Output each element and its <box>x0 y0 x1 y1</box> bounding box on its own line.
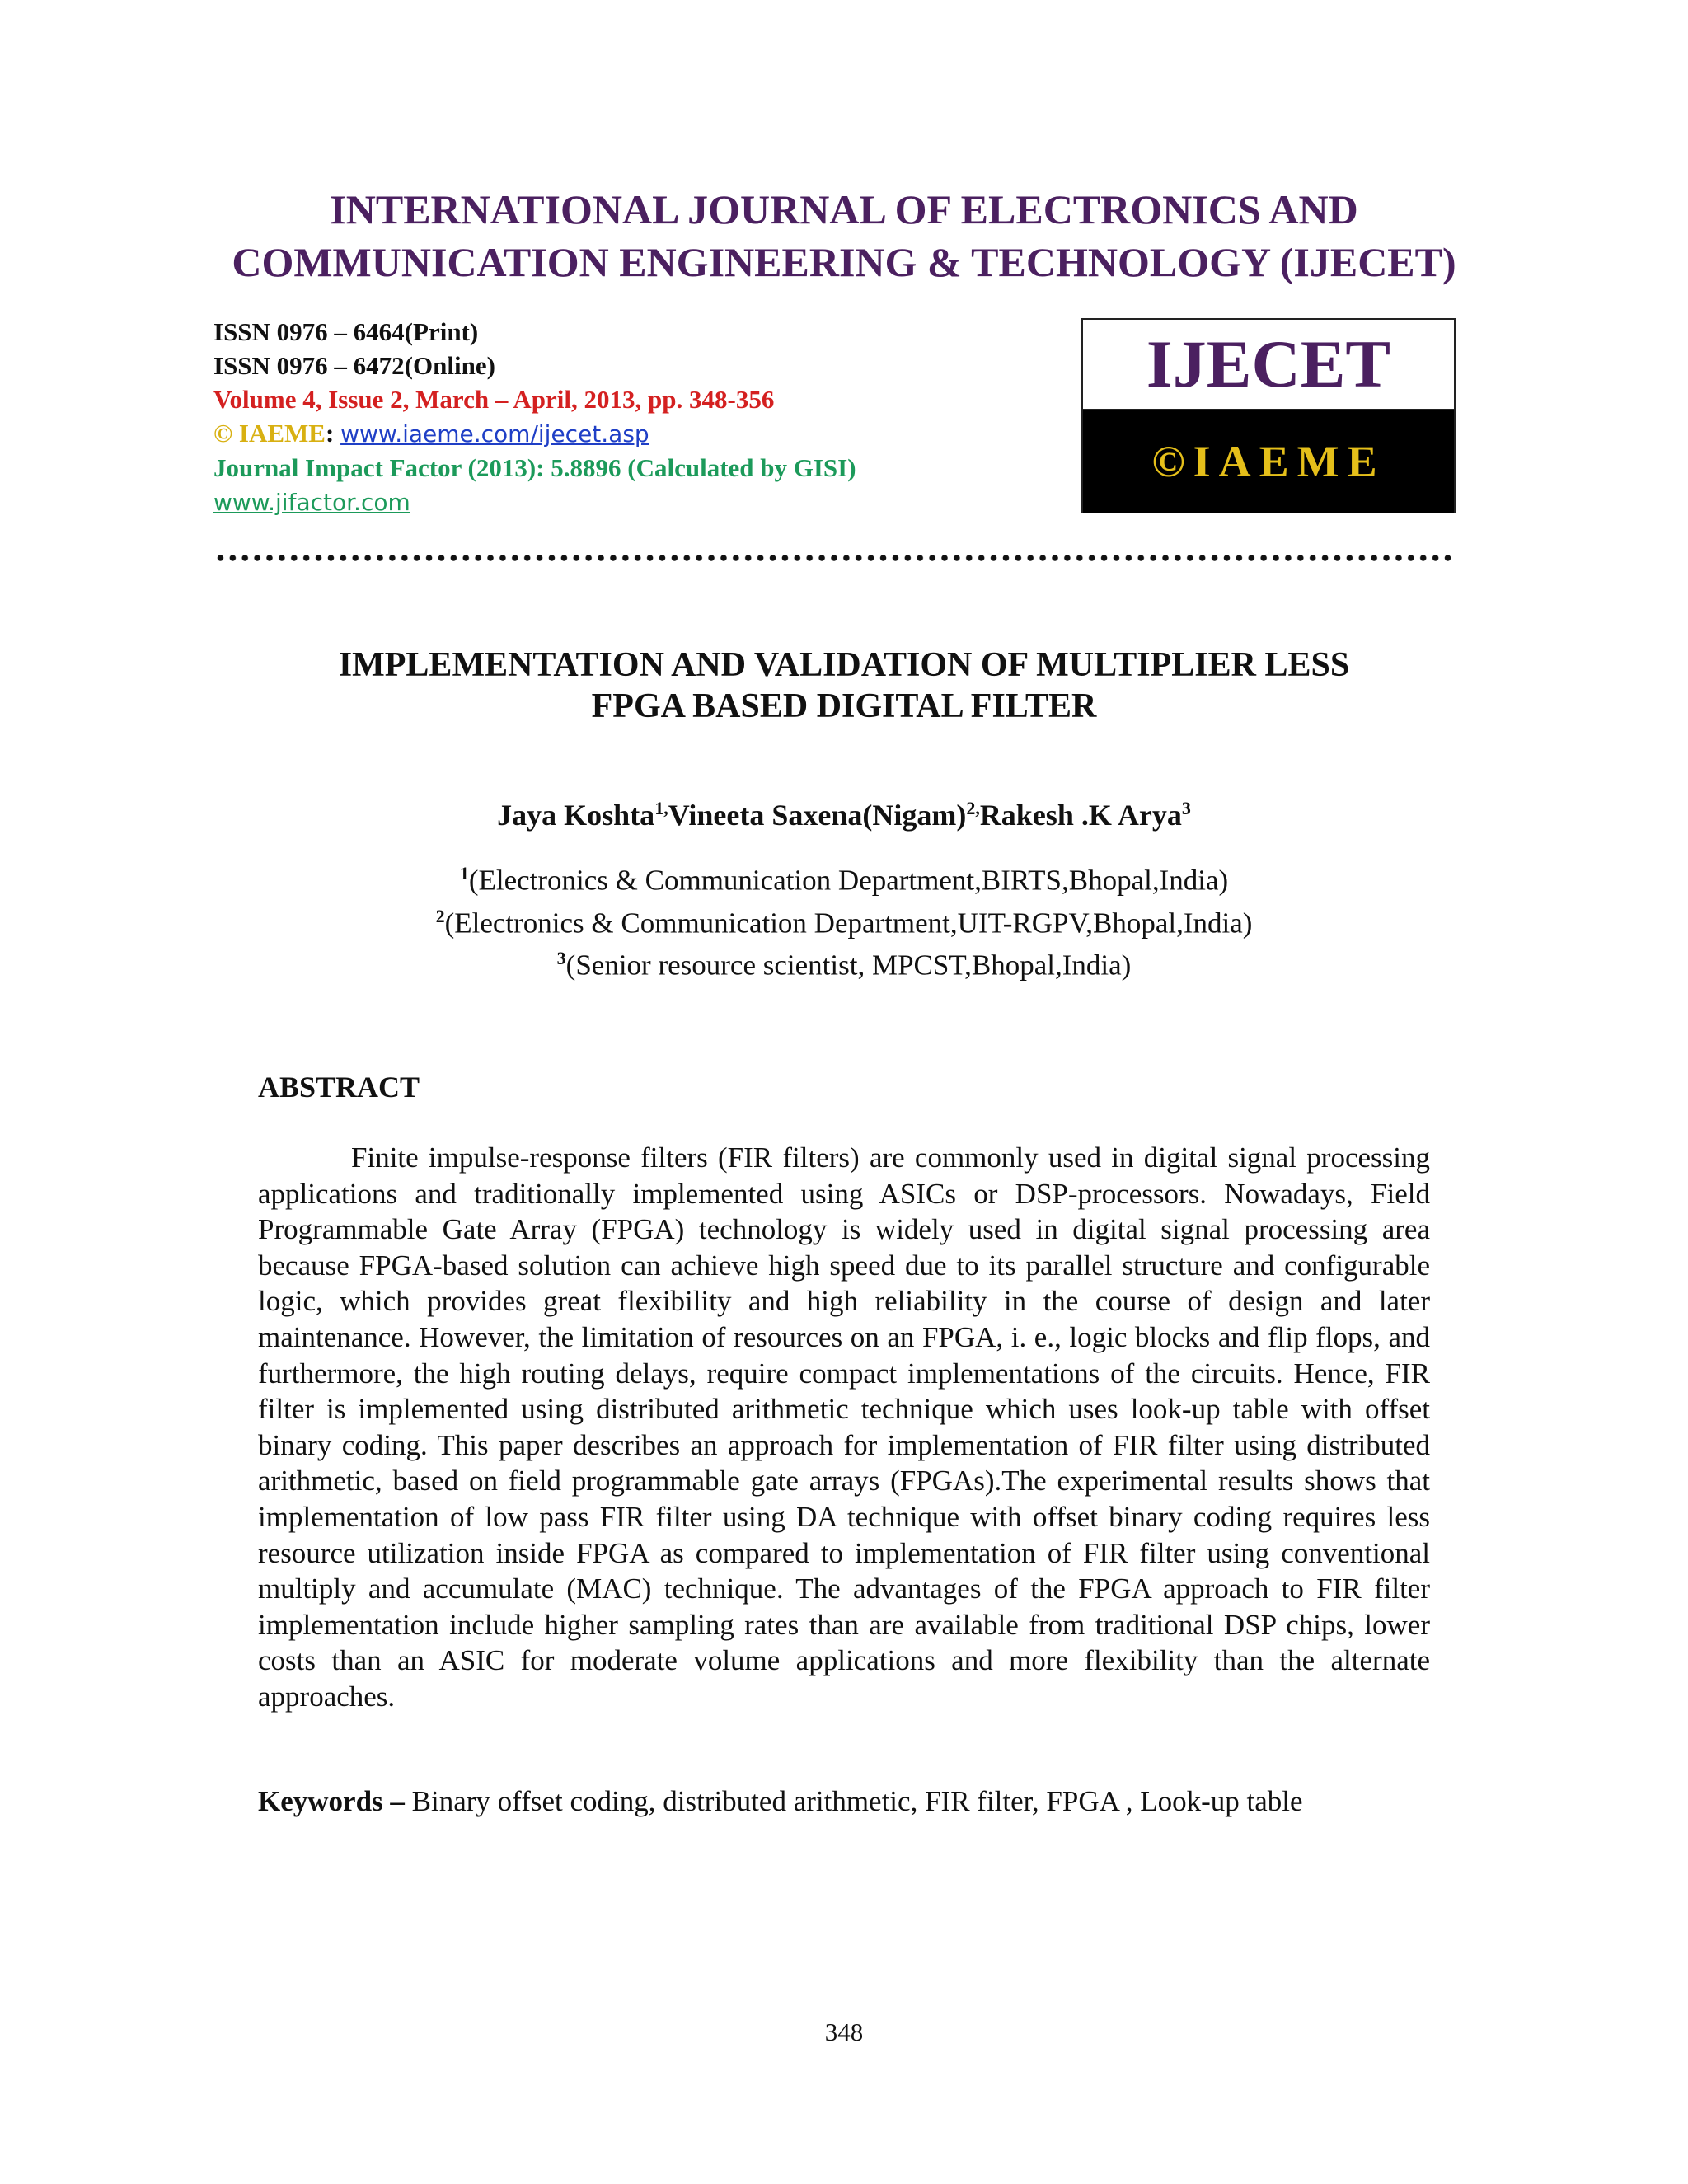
paper-title-line-2: FPGA BASED DIGITAL FILTER <box>591 687 1097 725</box>
author-name: Vineeta Saxena(Nigam) <box>668 799 967 832</box>
volume-info: Volume 4, Issue 2, March – April, 2013, pp. 348-356 <box>213 385 775 414</box>
affiliation-mark: 2 <box>435 905 445 926</box>
publisher-line <box>213 416 856 451</box>
journal-title <box>0 183 1688 288</box>
author-mark: 2, <box>966 798 980 818</box>
affiliation-text: (Electronics & Communication Department,UIT-RGPV,Bhopal,India) <box>444 907 1253 940</box>
paper-title-line-1: IMPLEMENTATION AND VALIDATION OF MULTIPLIER LESS <box>338 646 1350 684</box>
impact-factor-link[interactable]: www.jifactor.com <box>213 489 410 516</box>
affiliation-text: (Electronics & Communication Department,BIRTS,Bhopal,India) <box>468 864 1229 897</box>
issn-print: ISSN 0976 – 6464(Print) <box>213 317 479 346</box>
journal-logo <box>1081 318 1456 513</box>
publisher-name: © IAEME <box>213 419 326 448</box>
publisher-link[interactable]: www.iaeme.com/ijecet.asp <box>340 420 649 448</box>
abstract-body: Finite impulse-response filters (FIR filters) are commonly used in digital signal processing applications and traditionally implemented using ASICs or DSP-processors. Nowadays, Field Programmable Gate Array (FPGA) technology is widely used in digital signal processing area because FPGA-based solution can achieve high speed due to its parallel structure and configurable logic, which provides great flexibility and high reliability in the course of design and later maintenance. However, the limitation of resources on an FPGA, i. e., logic blocks and flip flops, and furthermore, the high routing delays, require compact implementations of the circuits. Hence, FIR filter is implemented using distributed arithmetic technique which uses look-up table with offset binary coding. This paper describes an approach for implementation of FIR filter using distributed arithmetic, based on field programmable gate arrays (FPGAs).The experimental results shows that implementation of low pass FIR filter using DA technique with offset binary coding requires less resource utilization inside FPGA as compared to implementation of FIR filter using conventional multiply and accumulate (MAC) technique. The advantages of the FPGA approach to FIR filter implementation include higher sampling rates than are available from traditional DSP chips, lower costs than an ASIC for moderate volume applications and more flexibility than the alternate approaches. <box>258 1141 1430 1713</box>
dotted-divider <box>214 554 1456 562</box>
journal-title-line-2: COMMUNICATION ENGINEERING & TECHNOLOGY (IJECET) <box>232 239 1456 285</box>
keywords-text: Binary offset coding, distributed arithmetic, FIR filter, FPGA , Look-up table <box>404 1785 1303 1817</box>
author-mark: 3 <box>1181 798 1191 818</box>
affiliation <box>0 855 1688 898</box>
affiliation <box>0 898 1688 941</box>
affiliation-list <box>0 855 1688 983</box>
keywords-label: Keywords – <box>258 1785 405 1817</box>
author-name: Rakesh .K Arya <box>979 799 1182 832</box>
issn-online: ISSN 0976 – 6472(Online) <box>213 351 495 380</box>
author-list <box>0 798 1688 832</box>
logo-title: IJECET <box>1083 320 1454 410</box>
affiliation-mark: 3 <box>556 948 566 969</box>
paper-title <box>0 644 1688 727</box>
affiliation <box>0 940 1688 983</box>
journal-title-line-1: INTERNATIONAL JOURNAL OF ELECTRONICS AND <box>330 186 1358 232</box>
author-mark: 1, <box>654 798 668 818</box>
abstract-heading: ABSTRACT <box>258 1071 420 1104</box>
author-name: Jaya Koshta <box>497 799 655 832</box>
affiliation-text: (Senior resource scientist, MPCST,Bhopal,India) <box>565 949 1132 982</box>
journal-meta <box>213 315 856 519</box>
keywords <box>258 1785 1303 1818</box>
affiliation-mark: 1 <box>459 863 469 883</box>
impact-factor: Journal Impact Factor (2013): 5.8896 (Calculated by GISI) <box>213 453 856 482</box>
publisher-separator: : <box>325 419 341 448</box>
logo-publisher: ©IAEME <box>1083 410 1454 513</box>
page-number: 348 <box>824 2018 864 2046</box>
